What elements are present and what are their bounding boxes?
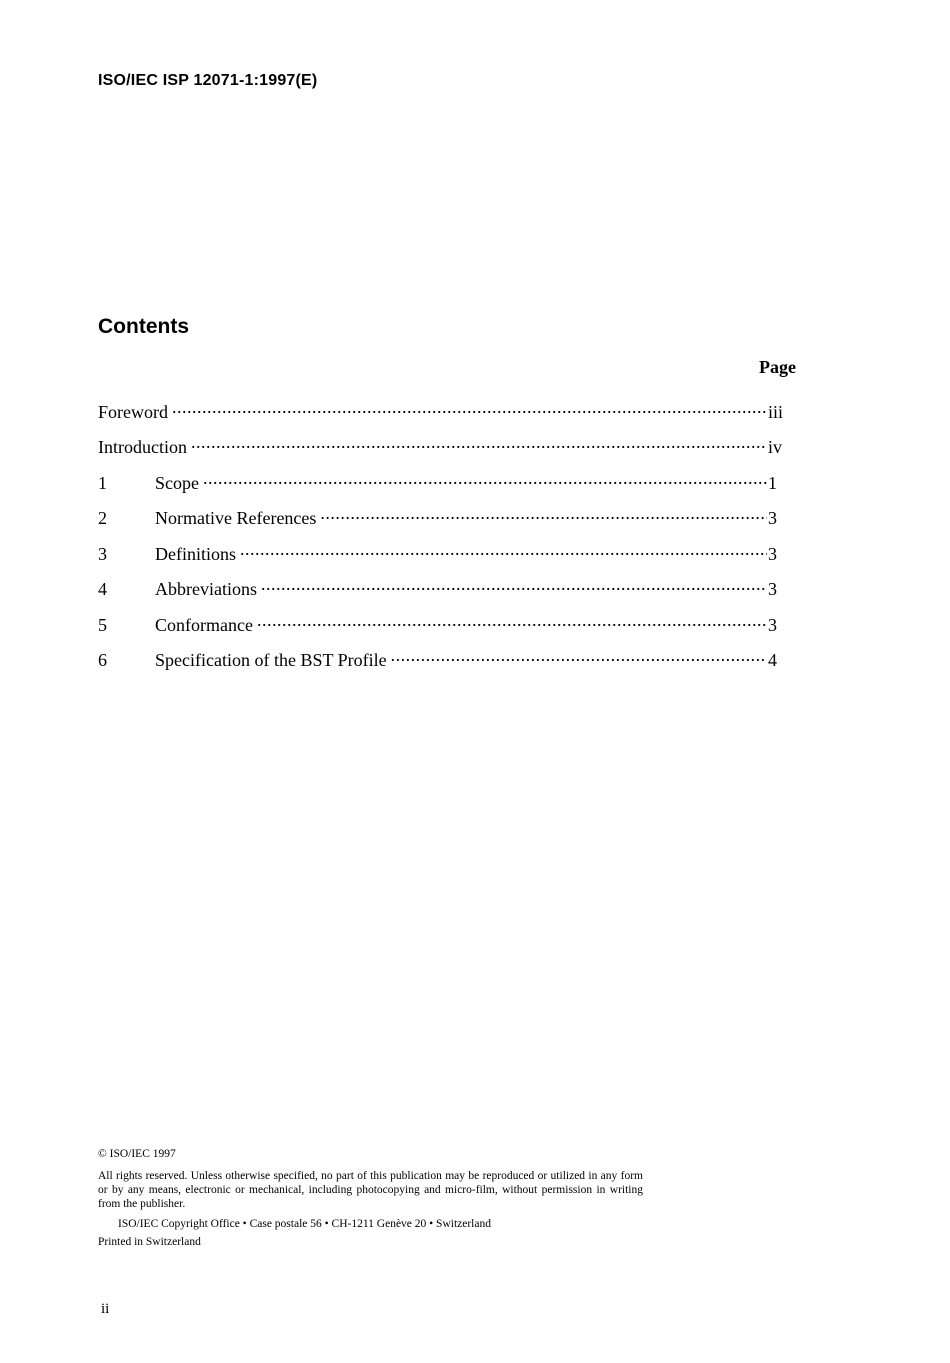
toc-entry-title: Scope xyxy=(155,472,199,493)
toc-entry-definitions[interactable] xyxy=(98,538,788,574)
toc-entry-page: 3 xyxy=(768,614,777,635)
copyright-block xyxy=(98,1147,643,1249)
page-number: ii xyxy=(101,1301,110,1317)
toc-entry-conformance[interactable] xyxy=(98,609,788,645)
dot-leader xyxy=(391,645,767,667)
dot-leader xyxy=(257,609,767,631)
dot-leader xyxy=(172,396,767,418)
toc-entry-page: 1 xyxy=(768,472,777,493)
toc-entry-number: 2 xyxy=(98,508,107,529)
toc-entry-number: 5 xyxy=(98,614,107,635)
toc-entry-title: Specification of the BST Profile xyxy=(155,650,387,671)
toc-entry-page: iv xyxy=(768,437,783,458)
dot-leader xyxy=(191,432,767,454)
copyright-office-address: ISO/IEC Copyright Office • Case postale 56 • CH-1211 Genève 20 • Switzerland xyxy=(118,1218,491,1230)
document-identifier: ISO/IEC ISP 12071-1:1997(E) xyxy=(98,72,318,89)
toc-entry-number: 1 xyxy=(98,472,107,493)
dot-leader xyxy=(261,574,767,596)
toc-entry-page: 3 xyxy=(768,508,777,529)
page-column-label: Page xyxy=(759,357,796,377)
dot-leader xyxy=(320,503,767,525)
dot-leader xyxy=(203,467,767,489)
toc-entry-title: Abbreviations xyxy=(155,579,257,600)
printed-in: Printed in Switzerland xyxy=(98,1236,201,1248)
toc-entry-title: Normative References xyxy=(155,508,317,529)
toc-entry-title: Foreword xyxy=(98,401,168,422)
toc-entry-page: iii xyxy=(768,401,784,422)
contents-heading: Contents xyxy=(98,315,189,338)
toc-entry-page: 4 xyxy=(768,650,777,671)
toc-entry-number: 3 xyxy=(98,543,107,564)
rights-statement: All rights reserved. Unless otherwise specified, no part of this publication may be reproduced or utilized in any form or by any means, electronic or mechanical, including photocopying and micro-film, without permission in writing from the publisher. xyxy=(98,1170,643,1210)
toc-entry-normative-references[interactable] xyxy=(98,503,788,539)
toc-entry-number: 4 xyxy=(98,579,107,600)
toc-entry-foreword[interactable] xyxy=(98,396,788,432)
dot-leader xyxy=(240,538,767,560)
toc-entry-scope[interactable] xyxy=(98,467,788,503)
toc-entry-introduction[interactable] xyxy=(98,432,788,468)
copyright-notice: © ISO/IEC 1997 xyxy=(98,1148,176,1160)
toc-entry-title: Definitions xyxy=(155,543,236,564)
toc-entry-specification[interactable] xyxy=(98,645,788,681)
toc-entry-title: Conformance xyxy=(155,614,253,635)
toc-entry-abbreviations[interactable] xyxy=(98,574,788,610)
toc-entry-page: 3 xyxy=(768,543,777,564)
table-of-contents xyxy=(98,396,788,680)
toc-entry-title: Introduction xyxy=(98,437,187,458)
toc-entry-number: 6 xyxy=(98,650,107,671)
toc-entry-page: 3 xyxy=(768,579,777,600)
